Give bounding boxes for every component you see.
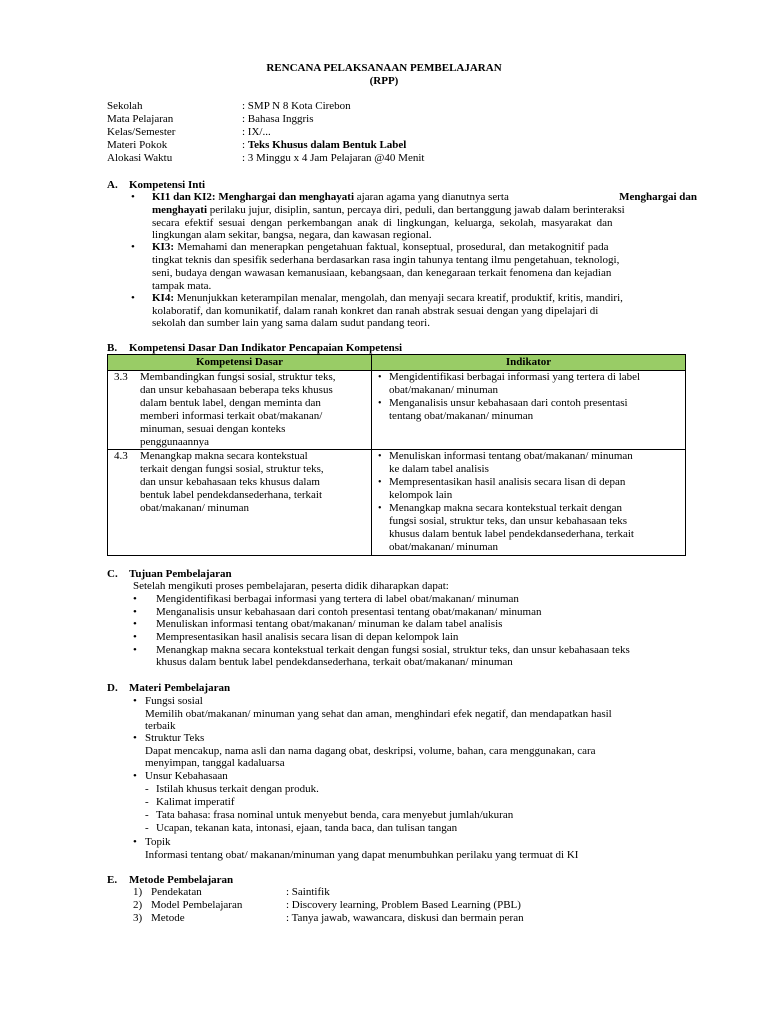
unsur-item: Ucapan, tekanan kata, intonasi, ejaan, tanda baca, dan tulisan tangan xyxy=(156,822,458,834)
materi-fungsi-title: Fungsi sosial xyxy=(145,695,203,707)
competency-table xyxy=(107,354,686,556)
identity-label: Kelas/Semester xyxy=(107,126,176,138)
indicator-line: Menangkap makna secara kontekstual terkait dengan xyxy=(389,502,623,514)
table-row xyxy=(108,371,686,450)
bullet-icon xyxy=(378,476,382,489)
ki3-line-3: seni, budaya dengan wawasan kemanusiaan, kebangsaan, dan kenegaraan terkait fenomena dan kejadian xyxy=(152,267,612,279)
materi-fungsi-text: Memilih obat/makanan/ minuman yang sehat dan aman, menghindari efek negatif, dan mendapatkan hasil xyxy=(145,708,612,720)
bullet-icon xyxy=(133,631,137,644)
section-a-heading: Kompetensi Inti xyxy=(129,179,206,191)
indicator-line: Mengidentifikasi berbagai informasi yang tertera di label xyxy=(389,371,641,383)
dash-icon: - xyxy=(145,809,149,821)
kd-line: obat/makanan/ minuman xyxy=(140,502,250,514)
ki1-text: perilaku jujur, disiplin, santun, percaya diri, peduli, dan bertanggung jawab dalam berinteraksi xyxy=(207,204,625,216)
materi-unsur-title: Unsur Kebahasaan xyxy=(145,770,228,782)
table-header-indicator: Indikator xyxy=(372,355,686,371)
indicator-line: Menganalisis unsur kebahasaan dari contoh presentasi xyxy=(389,397,628,409)
kd-line: dan unsur kebahasaan teks khusus dalam xyxy=(140,476,320,488)
identity-label: Alokasi Waktu xyxy=(107,152,173,164)
bullet-icon xyxy=(131,292,135,305)
metode-label: Pendekatan xyxy=(151,886,202,898)
ki1-bold: Menghargai dan menghayati xyxy=(218,191,355,203)
bullet-icon xyxy=(133,770,137,783)
section-c-intro: Setelah mengikuti proses pembelajaran, peserta didik diharapkan dapat: xyxy=(133,580,449,592)
materi-topik-text: Informasi tentang obat/ makanan/minuman yang dapat menumbuhkan perilaku yang termuat di KI xyxy=(145,849,579,861)
indicator-line: kelompok lain xyxy=(389,489,453,501)
bullet-icon xyxy=(378,450,382,463)
dash-icon: - xyxy=(145,822,149,834)
tujuan-item-continued: khusus dalam bentuk label pendekdansederhana, terkait obat/makanan/ minuman xyxy=(156,656,513,668)
metode-label: Model Pembelajaran xyxy=(151,899,243,911)
materi-struktur-text: Dapat mencakup, nama asli dan nama dagang obat, deskripsi, volume, bahan, cara menggunakan, cara xyxy=(145,745,596,757)
table-header-row xyxy=(108,355,686,371)
bullet-icon xyxy=(133,644,137,657)
document-subtitle: (RPP) xyxy=(369,75,399,87)
ki3-line-4: tampak mata. xyxy=(152,280,212,292)
tujuan-item: Menganalisis unsur kebahasaan dari contoh presentasi tentang obat/makanan/ minuman xyxy=(156,606,542,618)
identity-value xyxy=(242,139,406,152)
section-c-letter: C. xyxy=(107,568,118,580)
kd-line: penggunaannya xyxy=(140,436,210,448)
identity-value: : Bahasa Inggris xyxy=(242,113,314,125)
indicator-line: tentang obat/makanan/ minuman xyxy=(389,410,534,422)
ki1-line-3: secara efektif sesuai dengan perkembangan anak di lingkungan, keluarga, sekolah, masyarakat dan xyxy=(152,217,613,229)
dash-icon: - xyxy=(145,783,149,795)
section-b-letter: B. xyxy=(107,342,118,354)
bullet-icon xyxy=(133,732,137,745)
table-row xyxy=(108,450,686,556)
metode-number: 3) xyxy=(133,912,143,924)
section-e-letter: E. xyxy=(107,874,118,886)
section-a-letter: A. xyxy=(107,179,118,191)
ki1-line-2 xyxy=(152,204,625,217)
bullet-icon xyxy=(133,618,137,631)
tujuan-item: Menangkap makna secara kontekstual terkait dengan fungsi sosial, struktur teks, dan unsur kebahasaan teks xyxy=(156,644,630,656)
section-d-heading: Materi Pembelajaran xyxy=(129,682,231,694)
bullet-icon xyxy=(133,695,137,708)
materi-topik-title: Topik xyxy=(145,836,171,848)
ki1-text: ajaran agama yang dianutnya serta xyxy=(354,191,509,203)
identity-label: Mata Pelajaran xyxy=(107,113,174,125)
metode-value: : Tanya jawab, wawancara, diskusi dan bermain peran xyxy=(286,912,524,924)
bullet-icon xyxy=(378,502,382,515)
section-b-heading: Kompetensi Dasar Dan Indikator Pencapaian Kompetensi xyxy=(129,342,403,354)
ki1-l1-main xyxy=(152,191,509,204)
bullet-icon xyxy=(378,371,382,384)
section-e-heading: Metode Pembelajaran xyxy=(129,874,234,886)
indicator-line: obat/makanan/ minuman xyxy=(389,384,499,396)
indicator-line: khusus dalam bentuk label pendekdansederhana, terkait xyxy=(389,528,634,540)
bullet-icon xyxy=(378,397,382,410)
ki3-label: KI3: xyxy=(152,241,174,253)
materi-struktur-text: menyimpan, tanggal kadaluarsa xyxy=(145,757,285,769)
bullet-icon xyxy=(133,593,137,606)
metode-value: : Discovery learning, Problem Based Learning (PBL) xyxy=(286,899,521,911)
kd-line: bentuk label pendekdansederhana, terkait xyxy=(140,489,323,501)
kd-line: Membandingkan fungsi sosial, struktur teks, xyxy=(140,371,336,383)
unsur-item: Kalimat imperatif xyxy=(156,796,235,808)
ki1-bold-3: menghayati xyxy=(152,204,207,216)
ki4-text: Menunjukkan keterampilan menalar, mengolah, dan menyaji secara kreatif, produktif, kritis, mandiri, xyxy=(174,292,623,304)
kd-line: Menangkap makna secara kontekstual xyxy=(140,450,308,462)
kd-number: 4.3 xyxy=(114,450,128,462)
dash-icon: - xyxy=(145,796,149,808)
bullet-icon xyxy=(131,191,135,204)
kd-line: terkait dengan fungsi sosial, struktur teks, xyxy=(140,463,324,475)
ki3-line-2: tingkat teknis dan spesifik sederhana berdasarkan rasa ingin tahunya tentang ilmu pengetahuan, teknologi, xyxy=(152,254,620,266)
kd-line: dalam bentuk label, dengan meminta dan xyxy=(140,397,321,409)
kd-line: minuman, sesuai dengan konteks xyxy=(140,423,286,435)
indicator-line: Menuliskan informasi tentang obat/makanan/ minuman xyxy=(389,450,633,462)
materi-struktur-title: Struktur Teks xyxy=(145,732,205,744)
identity-label: Sekolah xyxy=(107,100,143,112)
ki1-line-4: lingkungan alam sekitar, bangsa, negara, dan kawasan regional. xyxy=(152,229,432,241)
unsur-item: Istilah khusus terkait dengan produk. xyxy=(156,783,319,795)
ki4-line-2: kolaboratif, dan komunikatif, dalam ranah konkret dan ranah abstrak sesuai dengan yang dipelajari di xyxy=(152,305,599,317)
indicator-cell xyxy=(372,450,686,556)
metode-number: 2) xyxy=(133,899,143,911)
metode-number: 1) xyxy=(133,886,143,898)
ki3-text: Memahami dan menerapkan pengetahuan faktual, konseptual, prosedural, dan metakognitif pada xyxy=(174,241,609,253)
bullet-icon xyxy=(133,836,137,849)
indicator-line: obat/makanan/ minuman xyxy=(389,541,499,553)
bullet-icon xyxy=(131,241,135,254)
kd-cell xyxy=(108,371,372,450)
ki1-line-1 xyxy=(152,191,697,204)
indicator-line: ke dalam tabel analisis xyxy=(389,463,489,475)
identity-value: : SMP N 8 Kota Cirebon xyxy=(242,100,351,112)
tujuan-item: Mempresentasikan hasil analisis secara lisan di depan kelompok lain xyxy=(156,631,459,643)
document-title: RENCANA PELAKSANAAN PEMBELAJARAN xyxy=(266,62,502,74)
unsur-item: Tata bahasa: frasa nominal untuk menyebut benda, cara menyebut jumlah/ukuran xyxy=(156,809,514,821)
section-d-letter: D. xyxy=(107,682,118,694)
kd-cell xyxy=(108,450,372,556)
materi-fungsi-text: terbaik xyxy=(145,720,176,732)
ki4-label: KI4: xyxy=(152,292,174,304)
metode-value: : Saintifik xyxy=(286,886,330,898)
kd-line: memberi informasi terkait obat/makanan/ xyxy=(140,410,323,422)
indicator-line: fungsi sosial, struktur teks, dan unsur kebahasaan teks xyxy=(389,515,627,527)
indicator-line: Mempresentasikan hasil analisis secara lisan di depan xyxy=(389,476,626,488)
metode-label: Metode xyxy=(151,912,185,924)
identity-label: Materi Pokok xyxy=(107,139,168,151)
ki4-line-3: sekolah dan sumber lain yang sama dalam sudut pandang teori. xyxy=(152,317,430,329)
ki1-label: KI1 dan KI2: xyxy=(152,191,216,203)
section-c-heading: Tujuan Pembelajaran xyxy=(129,568,232,580)
kd-number: 3.3 xyxy=(114,371,128,383)
identity-value: : IX/... xyxy=(242,126,271,138)
identity-colon: : xyxy=(242,139,248,151)
ki4-line-1 xyxy=(152,292,623,305)
tujuan-item: Menuliskan informasi tentang obat/makanan/ minuman ke dalam tabel analisis xyxy=(156,618,503,630)
identity-value: : 3 Minggu x 4 Jam Pelajaran @40 Menit xyxy=(242,152,425,164)
ki1-bold-2: Menghargai dan xyxy=(619,191,697,203)
indicator-cell xyxy=(372,371,686,450)
kd-line: dan unsur kebahasaan beberapa teks khusus xyxy=(140,384,333,396)
tujuan-item: Mengidentifikasi berbagai informasi yang tertera di label obat/makanan/ minuman xyxy=(156,593,519,605)
materi-pokok-value: Teks Khusus dalam Bentuk Label xyxy=(247,139,407,151)
ki3-line-1 xyxy=(152,241,609,254)
table-header-kd: Kompetensi Dasar xyxy=(108,355,372,371)
